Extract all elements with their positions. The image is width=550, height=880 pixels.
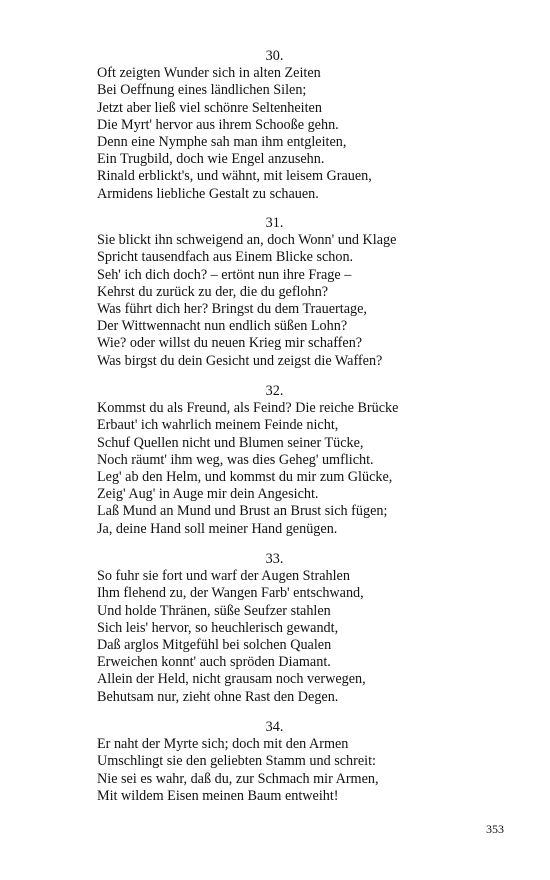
stanza-34	[97, 719, 457, 805]
verse-line: Spricht tausendfach aus Einem Blicke schon.	[97, 249, 354, 266]
stanza-31	[97, 215, 457, 370]
verse-line: Ja, deine Hand soll meiner Hand genügen.	[97, 520, 338, 537]
verse-line: Behutsam nur, zieht ohne Rast den Degen.	[97, 688, 339, 705]
verse-line: Nie sei es wahr, daß du, zur Schmach mir Armen,	[97, 770, 379, 787]
verse-line: Rinald erblickt's, und wähnt, mit leisem Grauen,	[97, 168, 372, 185]
stanza-number: 34.	[265, 719, 284, 735]
verse-line: Und holde Thränen, süße Seufzer stahlen	[97, 602, 331, 619]
verse-line: Mit wildem Eisen meinen Baum entweiht!	[97, 787, 339, 804]
verse-line: Erweichen konnt' auch spröden Diamant.	[97, 654, 331, 671]
verse-line: Schuf Quellen nicht und Blumen seiner Tücke,	[97, 434, 364, 451]
verse-line: Die Myrt' hervor aus ihrem Schooße gehn.	[97, 116, 339, 133]
verse-line: Zeig' Aug' in Auge mir dein Angesicht.	[97, 486, 319, 503]
verse-line: Kommst du als Freund, als Feind? Die reiche Brücke	[97, 400, 399, 417]
stanza-number: 32.	[265, 383, 284, 399]
stanza-number: 33.	[265, 551, 284, 567]
stanza-number: 30.	[265, 48, 284, 64]
verse-line: Umschlingt sie den geliebten Stamm und schreit:	[97, 753, 376, 770]
verse-line: Seh' ich dich doch? – ertönt nun ihre Frage –	[97, 266, 352, 283]
verse-line: Laß Mund an Mund und Brust an Brust sich fügen;	[97, 503, 388, 520]
verse-line: Wie? oder willst du neuen Krieg mir schaffen?	[97, 335, 363, 352]
verse-line: Erbaut' ich wahrlich meinem Feinde nicht,	[97, 417, 339, 434]
stanza-30	[97, 48, 457, 203]
verse-line: Er naht der Myrte sich; doch mit den Armen	[97, 736, 349, 753]
verse-line: Daß arglos Mitgefühl bei solchen Qualen	[97, 636, 332, 653]
stanza-32	[97, 383, 457, 538]
verse-line: Noch räumt' ihm weg, was dies Geheg' umflicht.	[97, 451, 374, 468]
verse-line: Ein Trugbild, doch wie Engel anzusehn.	[97, 151, 325, 168]
verse-line: Was führt dich her? Bringst du dem Trauertage,	[97, 300, 367, 317]
verse-line: Denn eine Nymphe sah man ihm entgleiten,	[97, 133, 347, 150]
verse-line: Oft zeigten Wunder sich in alten Zeiten	[97, 65, 321, 82]
verse-line: So fuhr sie fort und warf der Augen Strahlen	[97, 568, 350, 585]
verse-line: Was birgst du dein Gesicht und zeigst die Waffen?	[97, 352, 383, 369]
verse-line: Bei Oeffnung eines ländlichen Silen;	[97, 82, 307, 99]
page-number: 353	[486, 822, 504, 836]
verse-line: Leg' ab den Helm, und kommst du mir zum Glücke,	[97, 468, 393, 485]
stanza-33	[97, 551, 457, 706]
stanza-number: 31.	[265, 215, 284, 231]
verse-line: Sich leis' hervor, so heuchlerisch gewandt,	[97, 619, 339, 636]
verse-line: Armidens liebliche Gestalt zu schauen.	[97, 185, 319, 202]
verse-line: Allein der Held, nicht grausam noch verwegen,	[97, 671, 366, 688]
verse-line: Jetzt aber ließ viel schönre Seltenheiten	[97, 99, 322, 116]
verse-line: Kehrst du zurück zu der, die du geflohn?	[97, 283, 329, 300]
verse-line: Sie blickt ihn schweigend an, doch Wonn' und Klage	[97, 232, 397, 249]
verse-line: Der Wittwennacht nun endlich süßen Lohn?	[97, 318, 348, 335]
verse-line: Ihm flehend zu, der Wangen Farb' entschwand,	[97, 585, 364, 602]
